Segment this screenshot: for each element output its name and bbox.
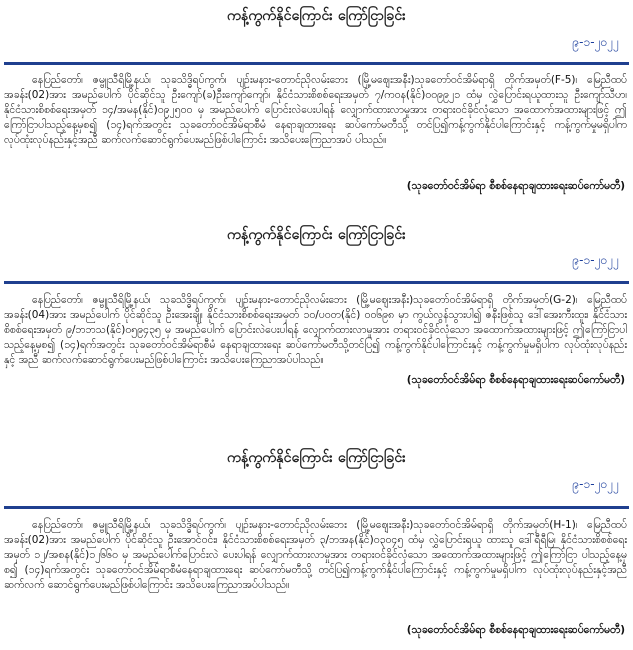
divider (4, 281, 629, 284)
notice-date: ၉-၁-၂၀၂၂ (572, 477, 619, 491)
notice-source: (သုခတော်ဝင်အိမ်ရာ စီစစ်နေရာချထားရေးဆပ်ကော်မတီ) (406, 624, 625, 636)
notice-source: (သုခတော်ဝင်အိမ်ရာ စီစစ်နေရာချထားရေးဆပ်ကော်မတီ) (406, 374, 625, 386)
notice-title: ကန့်ကွက်နိုင်ကြောင်း ကြော်ငြာခြင်း (227, 450, 406, 466)
notice-date: ၉-၁-၂၀၂၂ (572, 35, 619, 49)
divider (4, 62, 629, 65)
notice-1 (0, 0, 633, 216)
divider (4, 506, 629, 509)
notice-date: ၉-၁-၂၀၂၂ (572, 253, 619, 267)
notice-title: ကန့်ကွက်နိုင်ကြောင်း ကြော်ငြာခြင်း (227, 8, 406, 24)
notice-2 (0, 216, 633, 438)
notice-source: (သုခတော်ဝင်အိမ်ရာ စီစစ်နေရာချထားရေးဆပ်ကော်မတီ) (406, 180, 625, 192)
notice-body: နေပြည်တော်၊ ဇမ္ဗူသီရိမြို့နယ်၊ သုခသိဒ္ဓိရပ်ကွက်၊ ပျဉ်းမနား-တောင်ညိုလမ်းဘေး (မြို့မဈေးအနီး)သုခတော်ဝင်အိမ်ရာရှိ တိုက်အမှတ်(H-1)၊ မြေညီထပ်အခန်း(02)အား အမည်ပေါက် ပိုင်ဆိုင်သူ ဦးအောင်ဝင်း၊ နိုင်ငံသားစိစစ်ရေးအမှတ် ၃/ဘအန(နိုင်)၀၃၀၄၅ ထံမှ လွှဲပြောင်းရယူ ထားသူ ဒေါ်ရီရီမြ၊ နိုင်ငံသားစိစစ်ရေးအမှတ် ၁၂/အစန(နိုင်)၁၂၆၆၀ မှ အမည်ပေါက်ပြောင်းလဲ ပေးပါရန် လျှောက်ထားလာမှုအား တရားဝင်ခိုင်လုံသော အထောက်အထားများဖြင့် ဤကြော်ငြာ ပါသည့်နေ့မှစ၍ (၁၄)ရက်အတွင်း သုခတော်ဝင်အိမ်ရာစီမံနေရာချထားရေး ဆပ်ကော်မတီသို့ တင်ပြ၍ကန့်ကွက်နိုင်ပါကြောင်းနှင့် ကန့်ကွက်မှုမရှိပါက လုပ်ထုံးလုပ်နည်းနှင့်အညီ ဆက်လက် ဆောင်ရွက်ပေးမည်ဖြစ်ပါကြောင်း အသိပေးကြေညာအပ်ပါသည်။ (4, 519, 627, 591)
notice-body: နေပြည်တော်၊ ဇမ္ဗူသီရိမြို့နယ်၊ သုခသိဒ္ဓိရပ်ကွက်၊ ပျဉ်းမနား-တောင်ညိုလမ်းဘေး (မြို့မဈေးအနီး)သုခတော်ဝင်အိမ်ရာရှိ တိုက်အမှတ်(G-2)၊ မြေညီထပ်အခန်း(04)အား အမည်ပေါက် ပိုင်ဆိုင်သူ ဦးအေးချို၊ နိုင်ငံသားစိစစ်ရေးအမှတ် ၁၀/ပဝတ(နိုင်) ၀၀၆၉၈ မှာ ကွယ်လွန်သွားပါ၍ ဇနီးဖြစ်သူ ဒေါ်အေးကီးထူး၊ နိုင်ငံသားစိစစ်ရေးအမှတ် ၉/ဘဘသ(နိုင်)၀၅၉၄၃၅ မှ အမည်ပေါက် ပြောင်းလဲပေးပါရန် လျှောက်ထားလာမှုအား တရားဝင်ခိုင်လုံသော အထောက်အထားများဖြင့် ဤကြော်ငြာပါသည့်နေ့မှစ၍ (၁၄)ရက်အတွင်း သုခတော်ဝင်အိမ်ရာစီမံ နေရာချထားရေး ဆပ်ကော်မတီသို့တင်ပြ၍ ကန့်ကွက်နိုင်ပါကြောင်းနှင့် ကန့်ကွက်မှုမရှိပါက လုပ်ထုံးလုပ်နည်းနှင့် အညီ ဆက်လက်ဆောင်ရွက်ပေးမည်ဖြစ်ပါကြောင်း အသိပေးကြေညာအပ်ပါသည်။ (4, 294, 627, 366)
notice-title: ကန့်ကွက်နိုင်ကြောင်း ကြော်ငြာခြင်း (227, 227, 406, 243)
notice-3 (0, 438, 633, 650)
notice-body: နေပြည်တော်၊ ဇမ္ဗူသီရိမြို့နယ်၊ သုခသိဒ္ဓိရပ်ကွက်၊ ပျဉ်းမနား-တောင်ညိုလမ်းဘေး (မြို့မဈေးအနီး)သုခတော်ဝင်အိမ်ရာရှိ တိုက်အမှတ်(F-5)၊ မြေညီထပ်အခန်း(02)အား အမည်ပေါက် ပိုင်ဆိုင်သူ ဦးကျော်(ခ)ဦးကျော်ကျော်၊ နိုင်ငံသားစိစစ်ရေးအမှတ် ၇/ကဝန(နိုင်)၀၀၉၉၂၁ ထံမှ လွှဲပြောင်းရယူထားသူ ဦးကျော်သီဟ၊ နိုင်ငံသားစိစစ်ရေးအမှတ် ၁၄/အမန(နိုင်)၀၉၂၅၀၀ မှ အမည်ပေါက် ပြောင်းလဲပေးပါရန် လျှောက်ထားလာမှုအား တရားဝင်ခိုင်လုံသော အထောက်အထားများဖြင့် ဤကြော်ငြာပါသည့်နေ့မှစ၍ (၁၄)ရက်အတွင်း သုခတော်ဝင်အိမ်ရာစီမံ နေရာချထားရေး ဆပ်ကော်မတီသို့ တင်ပြ၍ကန့်ကွက်နိုင်ပါကြောင်းနှင့် ကန့်ကွက်မှုမရှိပါက လုပ်ထုံးလုပ်နည်းနှင့်အညီ ဆက်လက်ဆောင်ရွက်ပေးမည်ဖြစ်ပါကြောင်း အသိပေးကြေညာအပ် ပါသည်။ (4, 74, 627, 146)
